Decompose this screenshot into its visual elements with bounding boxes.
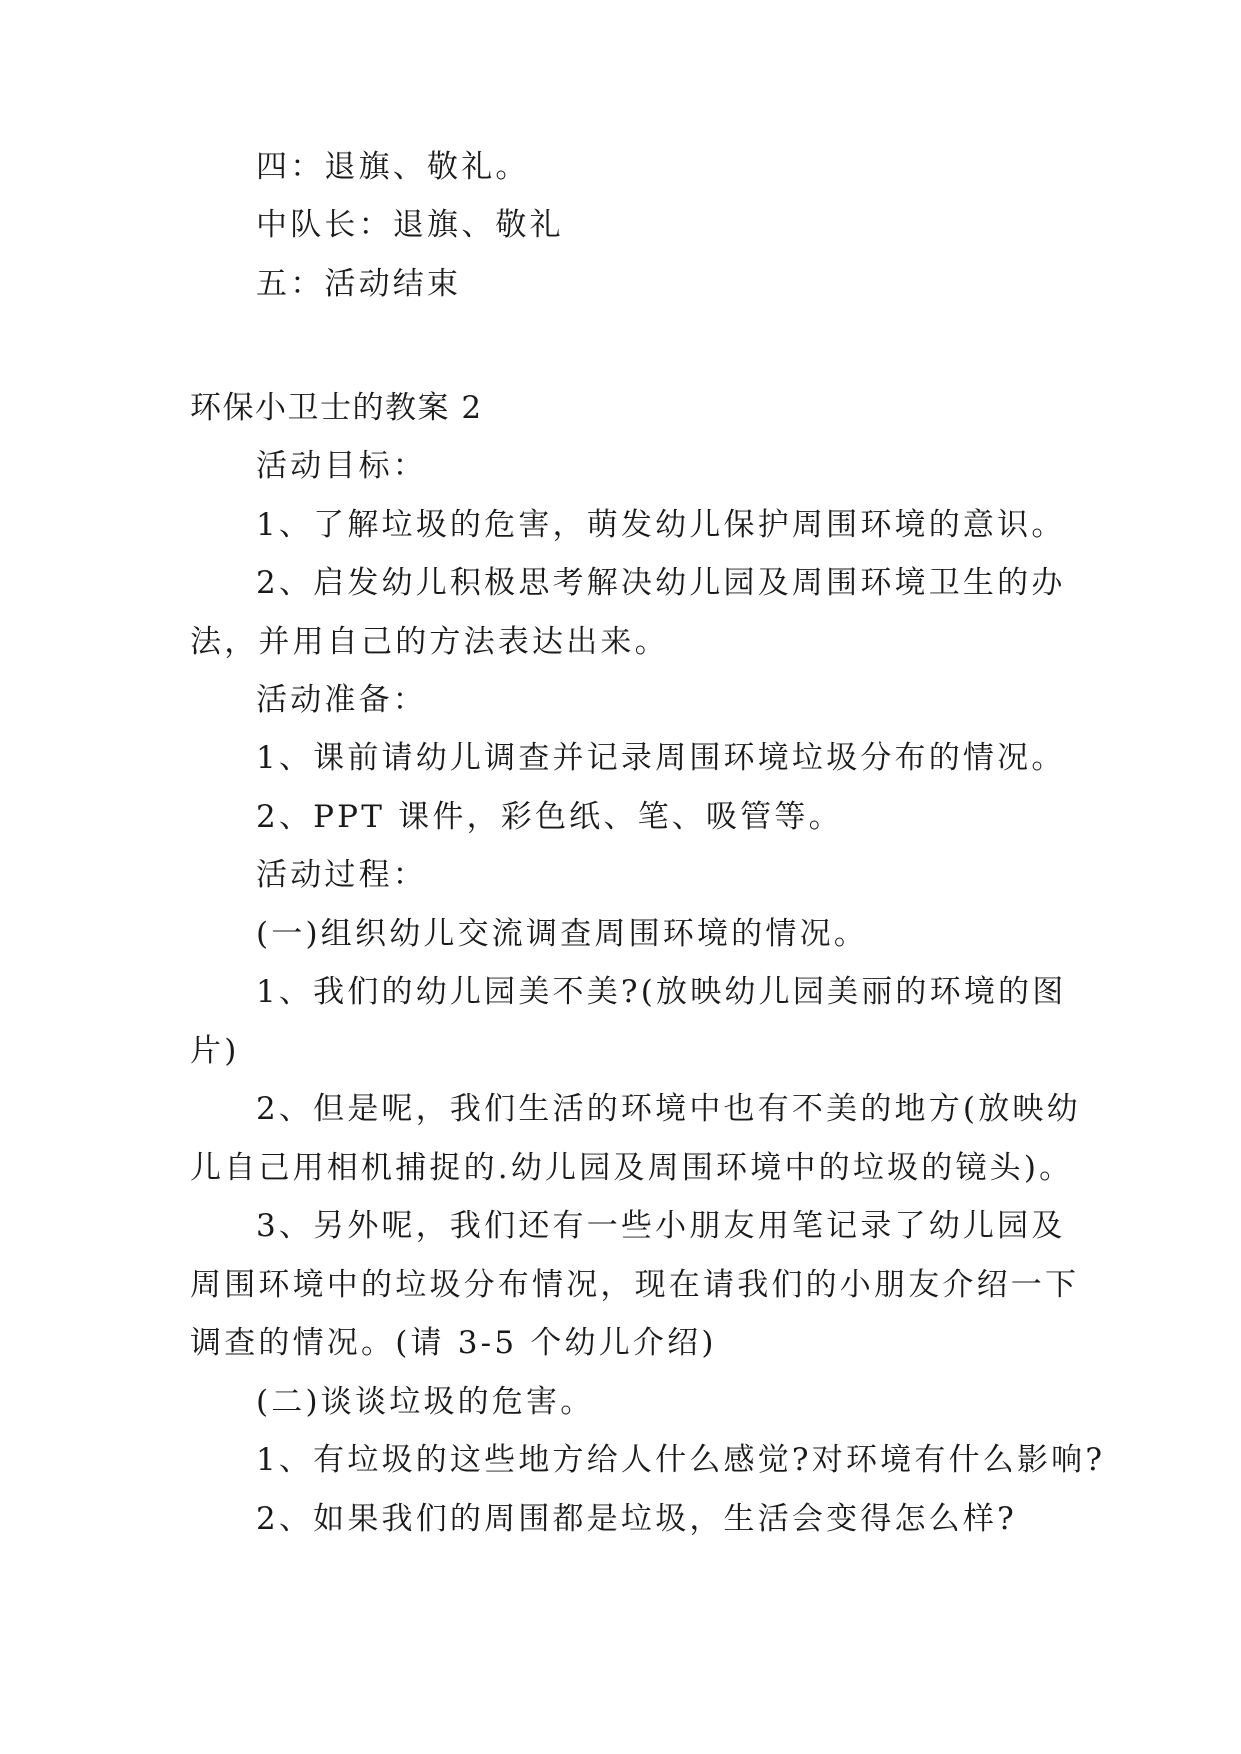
section-heading: 环保小卫士的教案 2: [190, 390, 483, 426]
text-line: 中队长：退旗、敬礼: [256, 207, 564, 243]
text-line: 活动目标：: [256, 448, 427, 484]
text-line: 调查的情况。(请 3-5 个幼儿介绍): [190, 1325, 717, 1361]
text-line: 周围环境中的垃圾分布情况，现在请我们的小朋友介绍一下: [190, 1267, 1080, 1303]
text-line: 法，并用自己的方法表达出来。: [190, 624, 669, 660]
text-line: 3、另外呢，我们还有一些小朋友用笔记录了幼儿园及: [256, 1208, 1066, 1244]
text-line: 活动过程：: [256, 857, 427, 893]
text-line: 五：活动结束: [256, 266, 462, 302]
text-line: (一)组织幼儿交流调查周围环境的情况。: [256, 916, 868, 952]
text-line: 2、如果我们的周围都是垃圾，生活会变得怎么样?: [256, 1501, 1017, 1537]
text-line: 1、我们的幼儿园美不美?(放映幼儿园美丽的环境的图: [256, 974, 1067, 1010]
text-line: 1、有垃圾的这些地方给人什么感觉?对环境有什么影响?: [256, 1442, 1106, 1478]
text-line: 活动准备：: [256, 682, 427, 718]
text-line: 1、了解垃圾的危害，萌发幼儿保护周围环境的意识。: [256, 507, 1066, 543]
text-line: 2、启发幼儿积极思考解决幼儿园及周围环境卫生的办: [256, 565, 1066, 601]
text-line: 四：退旗、敬礼。: [256, 149, 530, 185]
text-line: 片): [190, 1033, 240, 1069]
text-line: (二)谈谈垃圾的危害。: [256, 1384, 595, 1420]
text-line: 2、PPT 课件，彩色纸、笔、吸管等。: [256, 799, 843, 835]
text-line: 2、但是呢，我们生活的环境中也有不美的地方(放映幼: [256, 1091, 1081, 1127]
text-line: 1、课前请幼儿调查并记录周围环境垃圾分布的情况。: [256, 740, 1066, 776]
text-line: 儿自己用相机捕捉的.幼儿园及周围环境中的垃圾的镜头)。: [190, 1150, 1074, 1186]
